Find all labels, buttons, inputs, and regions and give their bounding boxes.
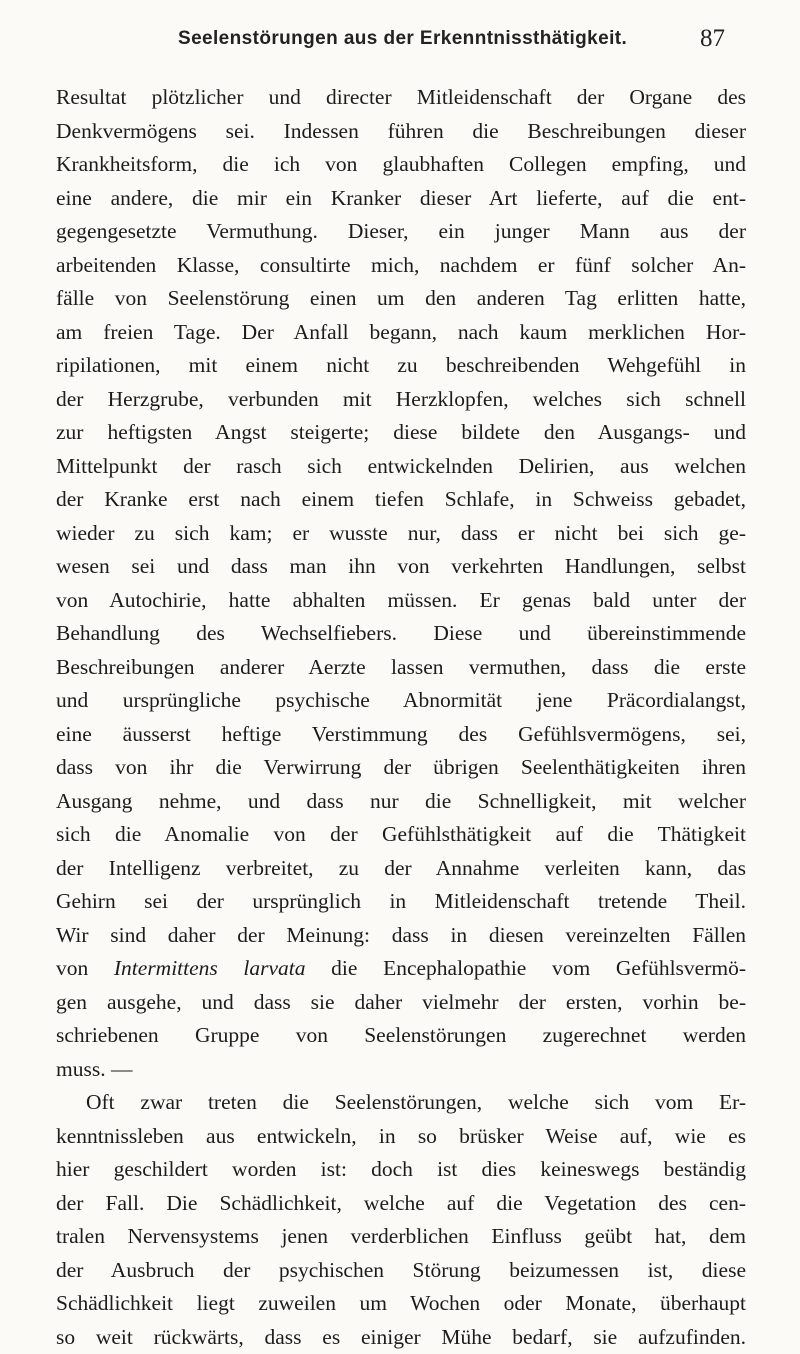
text-line: und ursprüngliche psychische Abnormität jene Präcordialangst,: [56, 684, 746, 718]
page-number: 87: [700, 25, 725, 53]
text-line: sich die Anomalie von der Gefühlsthätigkeit auf die Thätigkeit: [56, 818, 746, 852]
text-line: wesen sei und dass man ihn von verkehrten Handlungen, selbst: [56, 550, 746, 584]
text-line: hier geschildert worden ist: doch ist dies keineswegs beständig: [56, 1153, 746, 1187]
text-line-with-italic: [56, 952, 746, 986]
text-line: Schädlichkeit liegt zuweilen um Wochen oder Monate, überhaupt: [56, 1287, 746, 1321]
text-line: Mittelpunkt der rasch sich entwickelnden Delirien, aus welchen: [56, 450, 746, 484]
text-line: der Intelligenz verbreitet, zu der Annahme verleiten kann, das: [56, 852, 746, 886]
text-line: arbeitenden Klasse, consultirte mich, nachdem er fünf solcher An-: [56, 249, 746, 283]
text-line: so weit rückwärts, dass es einiger Mühe bedarf, sie aufzufinden.: [56, 1321, 746, 1354]
text-line: zur heftigsten Angst steigerte; diese bildete den Ausgangs- und: [56, 416, 746, 450]
text-segment: die Encephalopathie vom Gefühlsvermö-: [306, 956, 746, 980]
text-line: am freien Tage. Der Anfall begann, nach kaum merklichen Hor-: [56, 316, 746, 350]
text-line: dass von ihr die Verwirrung der übrigen Seelenthätigkeiten ihren: [56, 751, 746, 785]
text-line: Behandlung des Wechselfiebers. Diese und übereinstimmende: [56, 617, 746, 651]
running-head: [0, 28, 800, 62]
text-segment: von: [56, 956, 114, 980]
text-line: tralen Nervensystems jenen verderblichen Einfluss geübt hat, dem: [56, 1220, 746, 1254]
text-line: Denkvermögens sei. Indessen führen die Beschreibungen dieser: [56, 115, 746, 149]
text-line: eine äusserst heftige Verstimmung des Gefühlsvermögens, sei,: [56, 718, 746, 752]
text-line: schriebenen Gruppe von Seelenstörungen zugerechnet werden: [56, 1019, 746, 1053]
text-line-paragraph-start: Oft zwar treten die Seelenstörungen, welche sich vom Er-: [56, 1086, 746, 1120]
italic-term: Intermittens larvata: [114, 956, 306, 980]
text-line: der Ausbruch der psychischen Störung beizumessen ist, diese: [56, 1254, 746, 1288]
text-line: der Kranke erst nach einem tiefen Schlafe, in Schweiss gebadet,: [56, 483, 746, 517]
text-line: Beschreibungen anderer Aerzte lassen vermuthen, dass die erste: [56, 651, 746, 685]
text-line: eine andere, die mir ein Kranker dieser Art lieferte, auf die ent-: [56, 182, 746, 216]
body-text: [56, 81, 746, 1354]
text-line: der Herzgrube, verbunden mit Herzklopfen, welches sich schnell: [56, 383, 746, 417]
text-line: kenntnissleben aus entwickeln, in so brüsker Weise auf, wie es: [56, 1120, 746, 1154]
text-line: gen ausgehe, und dass sie daher vielmehr der ersten, vorhin be-: [56, 986, 746, 1020]
text-line: ripilationen, mit einem nicht zu beschreibenden Wehgefühl in: [56, 349, 746, 383]
text-line: muss. —: [56, 1053, 746, 1087]
text-line: Resultat plötzlicher und directer Mitleidenschaft der Organe des: [56, 81, 746, 115]
text-line: Gehirn sei der ursprünglich in Mitleidenschaft tretende Theil.: [56, 885, 746, 919]
text-line: der Fall. Die Schädlichkeit, welche auf die Vegetation des cen-: [56, 1187, 746, 1221]
running-head-title: Seelenstörungen aus der Erkenntnissthätigkeit.: [178, 28, 627, 50]
text-line: Krankheitsform, die ich von glaubhaften Collegen empfing, und: [56, 148, 746, 182]
text-line: wieder zu sich kam; er wusste nur, dass er nicht bei sich ge-: [56, 517, 746, 551]
text-line: Wir sind daher der Meinung: dass in diesen vereinzelten Fällen: [56, 919, 746, 953]
text-line: von Autochirie, hatte abhalten müssen. Er genas bald unter der: [56, 584, 746, 618]
text-line: fälle von Seelenstörung einen um den anderen Tag erlitten hatte,: [56, 282, 746, 316]
text-line: gegengesetzte Vermuthung. Dieser, ein junger Mann aus der: [56, 215, 746, 249]
text-line: Ausgang nehme, und dass nur die Schnelligkeit, mit welcher: [56, 785, 746, 819]
